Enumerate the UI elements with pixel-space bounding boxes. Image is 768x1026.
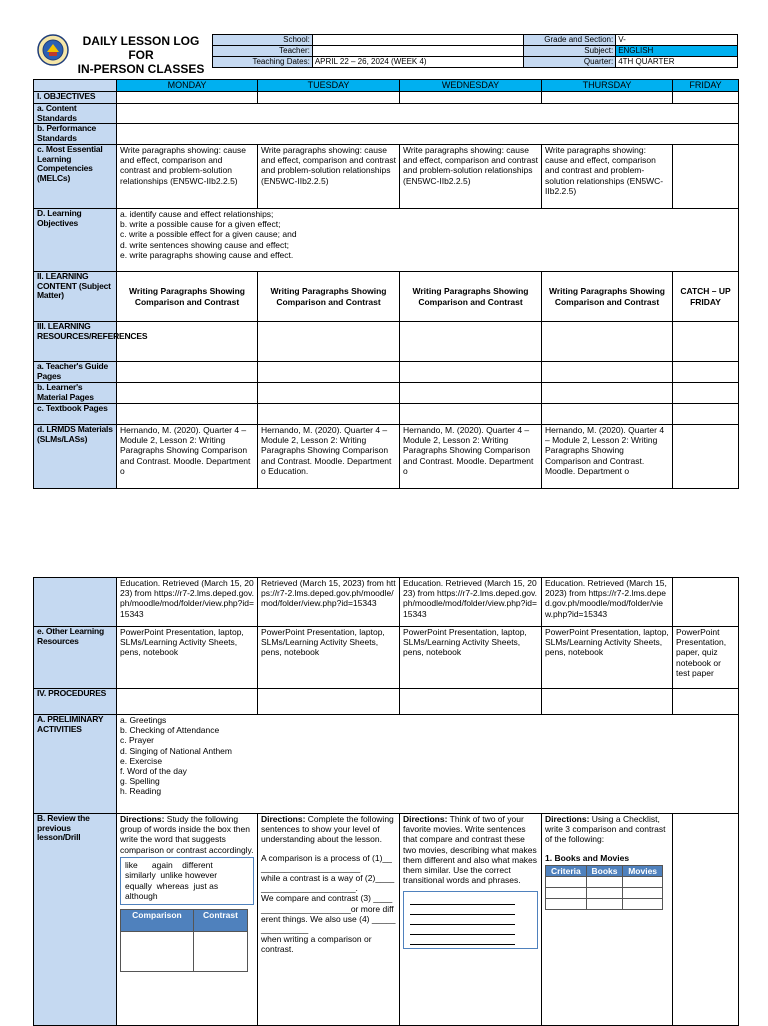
word-box (120, 857, 254, 905)
row-label-learning-resources: III. LEARNING RESOURCES/REFERENCES (34, 322, 117, 362)
content-thursday: Writing Paragraphs Showing Comparison and Contrast (542, 272, 673, 322)
word-line: equally whereas just as (125, 880, 219, 891)
grade-value: V- (616, 35, 738, 46)
quarter-label: Quarter: (524, 57, 616, 68)
contrast-header: Contrast (193, 909, 247, 931)
row-label-melcs: c. Most Essential Learning Competencies (MELCs) (34, 145, 117, 209)
lrmds-cont-monday: Education. Retrieved (March 15, 2023) from https://r7-2.lms.deped.gov.ph/moodle/mod/folder/view.php?id=15343 (117, 578, 258, 627)
day-thursday: THURSDAY (542, 80, 673, 92)
contrast-answer-cell[interactable] (193, 931, 247, 971)
review-thu-text: Using a Checklist, write 3 comparison and contrast of the following: (545, 814, 666, 845)
quarter-value: 4TH QUARTER (616, 57, 738, 68)
lrmds-cont-wednesday: Education. Retrieved (March 15, 2023) from https://r7-2.lms.deped.gov.ph/moodle/mod/folder/view.php?id=15343 (400, 578, 542, 627)
row-label-other-resources: e. Other Learning Resources (34, 627, 117, 689)
melc-monday: Write paragraphs showing: cause and effect, comparison and contrast and problem-solution relationships (EN5WC-IIb2.2.5) (117, 145, 258, 209)
lrmds-cont-tuesday: Retrieved (March 15, 2023) from https://r7-2.lms.deped.gov.ph/moodle/mod/folder/view.php?id=15343 (258, 578, 400, 627)
directions-label: Directions: (545, 814, 590, 824)
school-value (312, 35, 524, 46)
prelim-item: d. Singing of National Anthem (120, 745, 232, 756)
word-line: similarly unlike however (125, 870, 218, 881)
preliminary-cell (117, 715, 739, 814)
prelim-item: h. Reading (120, 786, 162, 797)
comparison-contrast-table (120, 909, 248, 972)
grade-label: Grade and Section: (524, 35, 616, 46)
prelim-item: g. Spelling (120, 776, 160, 787)
review-tue-p2: while a contrast is a way of (2)________________________. (261, 873, 395, 894)
lrmds-monday: Hernando, M. (2020). Quarter 4 – Module 2, Lesson 2: Writing Paragraphs Showing Comparison and Contrast. Moodle. Department o (117, 425, 258, 489)
document-title (70, 34, 212, 76)
review-thursday (542, 814, 673, 1026)
other-friday: PowerPoint Presentation, paper, quiz notebook or test paper (673, 627, 739, 689)
lrmds-tuesday: Hernando, M. (2020). Quarter 4 – Module 2, Lesson 2: Writing Paragraphs Showing Comparison and Contrast. Moodle. Department o Education. (258, 425, 400, 489)
row-label-learning-content: II. LEARNING CONTENT (Subject Matter) (34, 272, 117, 322)
review-tuesday (258, 814, 400, 1026)
other-tuesday: PowerPoint Presentation, laptop, SLMs/Learning Activity Sheets, pens, notebook (258, 627, 400, 689)
title-line-2: IN-PERSON CLASSES (77, 62, 205, 76)
objective-item: a. identify cause and effect relationships; (120, 209, 274, 219)
row-label-objectives: I. OBJECTIVES (34, 92, 117, 104)
books-header: Books (586, 865, 623, 876)
subject-value: ENGLISH (616, 46, 738, 57)
prelim-item: f. Word of the day (120, 766, 187, 777)
other-wednesday: PowerPoint Presentation, laptop, SLMs/Learning Activity Sheets, pens, notebook (400, 627, 542, 689)
review-monday (117, 814, 258, 1026)
row-label-learning-objectives: D. Learning Objectives (34, 209, 117, 272)
day-tuesday: TUESDAY (258, 80, 400, 92)
objective-item: e. write paragraphs showing cause and effect. (120, 249, 294, 260)
dates-value: APRIL 22 – 26, 2024 (WEEK 4) (312, 57, 524, 68)
comparison-answer-cell[interactable] (121, 931, 194, 971)
row-label-preliminary: A. PRELIMINARY ACTIVITIES (34, 715, 117, 814)
day-wednesday: WEDNESDAY (400, 80, 542, 92)
day-friday: FRIDAY (673, 80, 739, 92)
row-label-textbook: c. Textbook Pages (34, 404, 117, 425)
row-label-performance-standards: b. Performance Standards (34, 124, 117, 145)
day-monday: MONDAY (117, 80, 258, 92)
review-mon-text: Study the following group of words inside the box then write the word that suggests comparison or contrast accordingly. (120, 814, 254, 855)
checklist-table (545, 865, 663, 910)
review-tue-p3: We compare and contrast (3) _______________________or more different things. We also use (4) _______________ (261, 893, 396, 935)
lrmds-wednesday: Hernando, M. (2020). Quarter 4 – Module 2, Lesson 2: Writing Paragraphs Showing Comparison and Contrast. Moodle. Department o (400, 425, 542, 489)
row-label-lrmds: d. LRMDS Materials (SLMs/LASs) (34, 425, 117, 489)
row-label-review: B. Review the previous lesson/Drill (34, 814, 117, 1026)
melc-tuesday: Write paragraphs showing: cause and effect, comparison and contrast and problem-solution relationships (EN5WC-IIb2.2.5) (258, 145, 400, 209)
review-tue-text: Complete the following sentences to show your level of understanding about the lesson. (261, 814, 394, 845)
learning-objectives-cell (117, 209, 739, 272)
deped-seal-logo (37, 34, 69, 66)
writing-lines-box[interactable] (403, 891, 538, 949)
objective-item: d. write sentences showing cause and effect; (120, 239, 289, 250)
directions-label: Directions: (261, 814, 306, 824)
prelim-item: b. Checking of Attendance (120, 725, 220, 736)
performance-standards-cell (117, 124, 739, 145)
row-label-procedures: IV. PROCEDURES (34, 689, 117, 715)
header-info-table (212, 34, 738, 68)
row-label-learners-material: b. Learner's Material Pages (34, 383, 117, 404)
lesson-log-table-page1 (33, 79, 739, 489)
row-label-continued (34, 578, 117, 627)
row-label-teachers-guide: a. Teacher's Guide Pages (34, 362, 117, 383)
review-tue-p4: when writing a comparison or contrast. (261, 934, 372, 955)
content-standards-cell (117, 104, 739, 124)
prelim-item: a. Greetings (120, 715, 167, 725)
word-line: although (125, 891, 158, 902)
prelim-item: e. Exercise (120, 755, 163, 766)
melc-thursday: Write paragraphs showing: cause and effect, comparison and contrast and problem-solution relationships (EN5WC-IIb2.2.5) (542, 145, 673, 209)
content-monday: Writing Paragraphs Showing Comparison and Contrast (117, 272, 258, 322)
teacher-label: Teacher: (213, 46, 313, 57)
review-wednesday (400, 814, 542, 1026)
subject-label: Subject: (524, 46, 616, 57)
dates-label: Teaching Dates: (213, 57, 313, 68)
lrmds-thursday: Hernando, M. (2020). Quarter 4 – Module 2, Lesson 2: Writing Paragraphs Showing Comparison and Contrast. Moodle. Department o (542, 425, 673, 489)
lrmds-cont-thursday: Education. Retrieved (March 15, 2023) from https://r7-2.lms.deped.gov.ph/moodle/mod/folder/view.php?id=15343 (542, 578, 673, 627)
title-line-1: DAILY LESSON LOG FOR (82, 34, 200, 62)
review-wed-text: Think of two of your favorite movies. Write sentences that compare and contrast these two movies, describing what makes them different and also what makes them similar. Use the correct transitional words and phrases. (403, 814, 538, 886)
other-monday: PowerPoint Presentation, laptop, SLMs/Learning Activity Sheets, pens, notebook (117, 627, 258, 689)
content-tuesday: Writing Paragraphs Showing Comparison and Contrast (258, 272, 400, 322)
objective-item: c. write a possible effect for a given cause; and (120, 229, 297, 240)
directions-label: Directions: (403, 814, 448, 824)
word-line: like again different (125, 859, 213, 870)
directions-label: Directions: (120, 814, 165, 824)
content-friday: CATCH – UP FRIDAY (673, 272, 739, 322)
row-label-content-standards: a. Content Standards (34, 104, 117, 124)
melc-wednesday: Write paragraphs showing: cause and effect, comparison and contrast and problem-solution relationships (EN5WC-IIb2.2.5) (400, 145, 542, 209)
movies-header: Movies (623, 865, 663, 876)
objective-item: b. write a possible cause for a given effect; (120, 219, 281, 230)
review-tue-p1: A comparison is a process of (1)_______________________ (261, 852, 392, 873)
prelim-item: c. Prayer (120, 735, 155, 746)
checklist-subhead: 1. Books and Movies (545, 852, 630, 863)
comparison-header: Comparison (121, 909, 194, 931)
content-wednesday: Writing Paragraphs Showing Comparison and Contrast (400, 272, 542, 322)
other-thursday: PowerPoint Presentation, laptop, SLMs/Learning Activity Sheets, pens, notebook (542, 627, 673, 689)
criteria-header: Criteria (546, 865, 587, 876)
school-label: School: (213, 35, 313, 46)
corner-cell (34, 80, 117, 92)
lesson-log-table-page2 (33, 577, 739, 1026)
teacher-value (312, 46, 524, 57)
